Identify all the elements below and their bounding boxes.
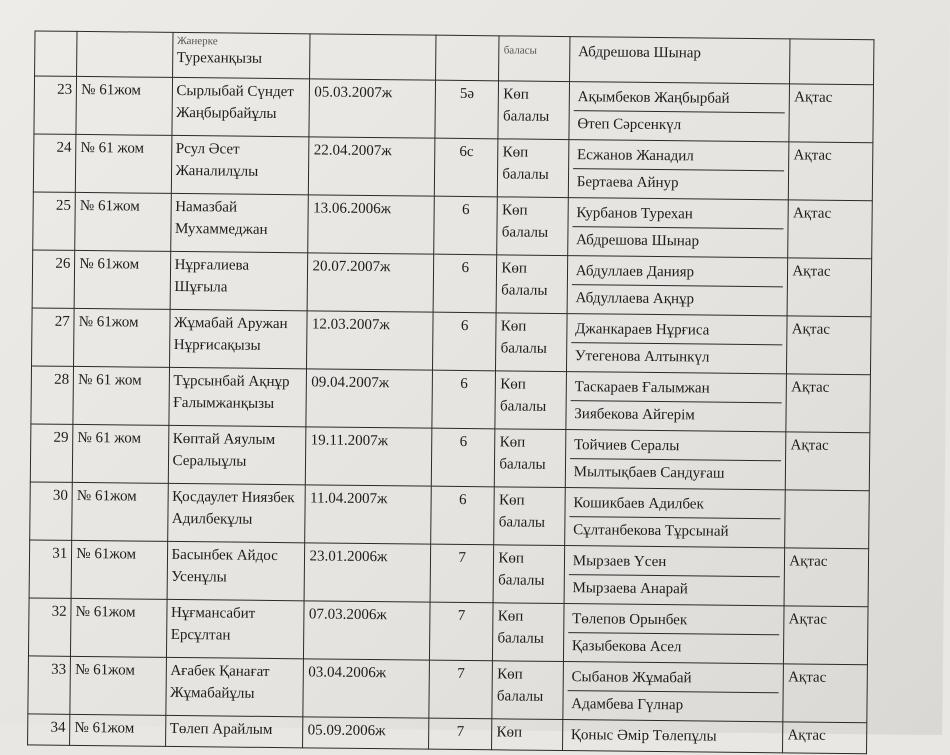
grade-value: 7 [457,607,466,625]
status-line1: Көп [500,376,526,393]
cell-num [31,366,74,424]
cell-name [166,599,305,658]
grade-value: 6 [460,375,468,393]
area-name: Ақтас [793,147,832,164]
student-name-line2: Шұғыла [174,278,228,296]
grade-value: 6 [460,317,469,335]
status-line2: балалы [500,340,547,357]
status-line1: Көп [501,260,528,277]
cell-num [28,656,71,714]
school-label: № 61 жом [78,371,142,389]
status-line2: балалы [498,572,545,589]
area-name: Ақтас [789,553,828,570]
mother-name: Зиябекова Айгерім [570,400,782,429]
cell-parents [567,256,788,316]
grade-value: 7 [457,665,465,683]
cell-school [72,482,168,541]
cell-school [77,31,173,77]
cell-school [71,598,167,657]
cell-status [493,603,564,662]
birth-date: 05.09.2006ж [307,722,386,740]
mother-name: Утегенова Алтынкүл [571,342,783,371]
cell-school [76,76,172,135]
school-label: № 61жом [76,545,137,563]
table-row [34,76,874,143]
partial-status: баласы [503,44,538,57]
cell-date [303,659,429,718]
cell-school [70,714,166,746]
cell-status [497,197,568,256]
school-label: № 61жом [79,197,140,215]
father-name: Қоныс Әмір Төлепұлы [570,727,717,745]
birth-date: 22.04.2007ж [313,142,392,160]
cell-parents [569,37,790,84]
row-number: 31 [52,545,68,562]
cell-date [309,79,435,138]
student-name-line1: Жұмабай Аружан [173,314,288,333]
student-name-line2: Ерсұлтан [170,626,231,644]
father-name: Мырзаев Үсен [572,553,667,571]
table-row [33,134,873,201]
cell-status [492,719,563,751]
status-line1: Көп [498,550,525,567]
cell-num [33,192,76,250]
cell-grade [433,254,497,313]
table-row [31,366,871,433]
status-line2: балалы [501,224,549,241]
area-name: Ақтас [791,321,831,338]
grade-value: 6 [459,433,468,451]
area-name: Ақтас [787,727,826,744]
cell-status [495,371,566,430]
cell-grade [432,312,496,371]
cell-status [492,661,563,720]
status-line1: Көп [497,608,524,625]
cell-grade [429,660,493,719]
row-number: 28 [54,371,70,388]
grade-value: 6с [459,143,474,161]
cell-status [495,429,566,488]
father-name: Сыбанов Жұмабай [571,669,692,687]
table-row [29,540,869,607]
grade-value: 6 [461,259,470,277]
area-name: Ақтас [788,669,827,686]
status-line1: Көп [500,318,527,335]
cell-school [70,656,166,715]
cell-grade [435,35,499,81]
school-label: № 61жом [74,719,135,737]
father-name: Төлепов Орынбек [572,611,688,629]
status-line1: Көп [497,666,523,683]
cell-school [71,540,167,599]
cell-grade [435,80,499,139]
area-name: Ақтас [791,379,830,396]
birth-date: 13.06.2006ж [313,200,392,218]
cell-name [167,483,306,542]
cell-parents [566,314,787,374]
cell-date [309,137,435,196]
row-number: 33 [51,661,67,678]
cell-name [167,541,306,600]
school-label: № 61жом [76,487,137,505]
student-name-line2: Мухаммеджан [174,220,268,238]
mother-name: Адамбева Гүлнар [567,690,779,719]
student-name-line1: Қосдаулет Ниязбек [172,488,295,507]
student-name-line1: Нұрғалиева [174,256,250,274]
row-number: 24 [56,139,72,156]
school-label: № 61жом [75,603,136,621]
birth-date: 20.07.2007ж [312,258,391,276]
row-number: 32 [51,603,67,620]
cell-area [787,316,871,375]
father-name: Тойчиев Сералы [573,437,680,455]
student-name-line2: Сералыұлы [172,452,247,470]
table-row [32,250,872,317]
cell-grade [434,138,498,197]
cell-date [308,195,434,254]
area-name: Ақтас [790,437,829,454]
cell-parents [562,720,783,753]
cell-area [784,606,868,665]
father-name: Джанкараев Нұрғиса [575,321,710,339]
cell-area [787,258,871,317]
status-line2: балалы [501,282,548,299]
status-line2: балалы [499,398,547,415]
row-number: 27 [54,313,70,330]
status-line2: балалы [502,108,550,125]
school-label: № 61жом [79,255,140,273]
student-name-line2: Адилбекұлы [171,510,253,528]
cell-status [496,255,567,314]
student-name-line1: Ағабек Қанағат [170,662,270,680]
student-name-line1: Басынбек Айдос [171,546,278,565]
cell-area [786,374,870,433]
student-name-line1: Намазбай [175,198,238,216]
cell-name [169,309,308,368]
students-table [27,30,874,754]
status-line1: Көп [496,724,523,741]
father-name: Абдуллаев Данияр [575,263,695,281]
status-line2: балалы [498,514,546,531]
student-name-line2: Жұмабайұлы [170,684,255,702]
cell-name [168,425,307,484]
father-name: Курбанов Турехан [576,205,693,223]
cell-parents [566,372,787,432]
cell-date [307,311,433,370]
student-name-line1: Рсул Әсет [175,140,240,158]
status-line2: балалы [502,166,549,183]
cell-area [783,722,867,754]
row-number: 26 [55,255,71,272]
cell-date [305,485,431,544]
cell-school [74,308,170,367]
cell-name [170,251,309,310]
status-line1: Көп [501,202,528,219]
status-line1: Көп [502,144,529,161]
cell-status [498,139,569,198]
cell-area [790,39,874,85]
cell-status [494,487,565,546]
birth-date: 11.04.2007ж [310,490,388,508]
birth-date: 23.01.2006ж [309,548,388,566]
cell-area [789,84,873,143]
table-row [28,598,868,665]
school-label: № 61жом [81,81,142,99]
student-name-line2: Ғалымжанқызы [173,394,275,412]
cell-num [34,76,77,134]
mother-name: Абдрешова Шынар [572,226,784,255]
partial-name-line1: Жанерке [176,34,218,48]
row-number: 29 [53,429,69,446]
cell-grade [432,370,496,429]
table-row [33,192,873,259]
cell-date [310,34,436,80]
grade-value: 7 [458,549,467,567]
school-label: № 61 жом [77,429,142,447]
cell-grade [428,718,492,750]
cell-parents [567,198,788,258]
father-name: Кошикбаев Адилбек [573,495,704,513]
cell-area [783,664,867,723]
cell-name [165,715,303,747]
cell-num [33,134,76,192]
birth-date: 05.03.2007ж [314,84,393,102]
student-name-line2: Усенұлы [171,568,227,586]
birth-date: 03.04.2006ж [308,664,387,682]
status-line1: Көп [499,434,526,451]
status-line2: балалы [497,630,544,647]
school-label: № 61жом [75,661,135,679]
mother-name: Абдуллаева Ақнұр [571,284,783,313]
cell-status [493,545,564,604]
cell-status [496,313,567,372]
mother-name: Өтеп Сәрсенкүл [573,110,785,139]
cell-date [304,601,430,660]
cell-status [498,81,569,140]
row-number: 23 [57,81,73,98]
cell-date [305,543,431,602]
student-name-line1: Нұғмансабит [170,604,256,622]
grade-value: 7 [456,723,465,741]
student-name-line1: Тұрсынбай Ақнұр [173,372,290,391]
cell-grade [431,428,495,487]
cell-name [170,193,309,252]
table-body [28,31,874,754]
cell-name [168,367,307,426]
school-label: № 61жом [78,313,139,331]
cell-school [73,366,169,425]
status-line1: Көп [498,492,525,509]
birth-date: 07.03.2006ж [308,606,387,624]
birth-date: 09.04.2007ж [311,374,390,392]
cell-date [306,369,432,428]
cell-name [165,657,304,716]
table-row [30,482,870,549]
table-row [30,424,870,491]
student-name-line2: Нұрғисақызы [173,336,261,354]
status-line1: Көп [503,86,529,103]
father-name: Таскараев Ғалымжан [574,379,710,397]
student-name-line1: Сырлыбай Сүндет [176,82,294,101]
cell-num [29,540,72,598]
mother-name: Қазыбекова Асел [568,632,780,661]
area-name: Ақтас [788,611,827,628]
cell-num [35,31,78,76]
cell-parents [568,140,789,200]
mother-name: Мылтықбаев Сандуғаш [570,458,782,487]
grade-value: 6 [462,201,470,219]
cell-status [499,36,570,82]
cell-date [303,717,429,749]
cell-num [30,482,73,540]
area-name: Ақтас [792,205,832,222]
cell-school [76,134,172,193]
cell-area [789,142,873,201]
cell-area [785,490,869,549]
student-name-line2: Жаналилұлы [175,162,259,180]
cell-parents [563,604,784,664]
cell-school [73,424,169,483]
area-name: Ақтас [792,263,831,280]
cell-name [172,32,310,78]
father-name: Ақымбеков Жаңбырбай [577,89,730,107]
cell-num [30,424,73,482]
cell-parents [564,546,785,606]
cell-parents [564,488,785,548]
student-name-line1: Көптай Аяулым [172,430,276,449]
cell-grade [430,544,494,603]
cell-name [171,135,310,194]
mother-name: Сұлтанбекова Тұрсынай [569,516,781,545]
row-number: 25 [55,197,72,214]
table-row [32,308,872,375]
cell-name [171,77,310,136]
mother-name: Бертаева Айнур [573,168,785,197]
cell-num [28,714,71,745]
cell-grade [429,602,493,661]
cell-date [308,253,434,312]
cell-school [74,250,170,309]
birth-date: 12.03.2007ж [311,316,390,334]
grade-value: 5ә [459,85,475,103]
cell-area [786,432,870,491]
cell-area [788,200,872,259]
cell-parents [569,82,790,142]
status-line2: балалы [499,456,546,473]
row-number: 34 [50,719,66,736]
cell-date [306,427,432,486]
cell-num [32,308,75,366]
cell-school [75,192,171,251]
cell-num [28,598,71,656]
birth-date: 19.11.2007ж [310,432,389,450]
student-name-line2: Жаңбырбайұлы [176,104,277,123]
partial-parent: Абдрешова Шынар [578,44,702,62]
area-name: Ақтас [794,89,833,106]
cell-grade [434,196,498,255]
cell-grade [431,486,495,545]
father-name: Есжанов Жанадил [576,147,694,165]
row-number: 30 [52,487,69,504]
school-label: № 61 жом [80,139,145,157]
partial-name-line2: Туреханқызы [176,49,263,67]
cell-area [784,548,868,607]
cell-num [32,250,75,308]
cell-parents [565,430,786,490]
grade-value: 6 [458,491,467,509]
student-name-line1: Төлеп Арайлым [169,720,273,738]
mother-name: Мырзаева Анарай [568,574,780,603]
status-line2: балалы [496,688,544,705]
